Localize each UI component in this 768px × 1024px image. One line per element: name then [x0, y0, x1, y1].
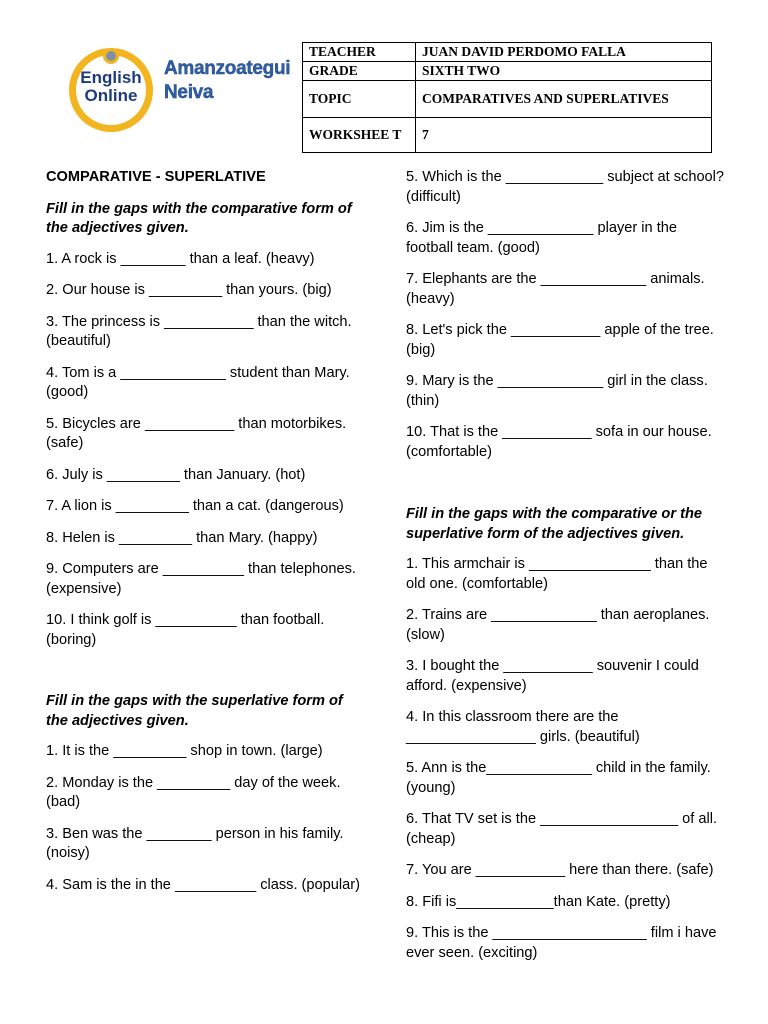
instruction-superlative: Fill in the gaps with the superlative form of the adjectives given.	[46, 693, 343, 729]
exercise-item: 7. A lion is _________ than a cat. (dangerous)	[46, 498, 344, 514]
exercise-item: 6. That TV set is the _________________ of all. (cheap)	[406, 811, 718, 847]
school-logo	[66, 44, 291, 136]
exercise-item: 7. You are ___________ here than there. (safe)	[406, 862, 714, 878]
worksheet-info-table	[302, 42, 712, 153]
exercise-item: 6. July is _________ than January. (hot)	[46, 466, 306, 483]
exercise-item: 4. Tom is a _____________ student than Mary. (good)	[46, 364, 350, 400]
logo-badge-text-1: English	[80, 68, 142, 87]
exercise-item: 2. Trains are _____________ than aeroplanes. (slow)	[406, 607, 710, 643]
left-column	[46, 168, 366, 895]
exercise-item: 4. Sam is the in the __________ class. (popular)	[46, 876, 360, 893]
info-label: GRADE	[303, 62, 416, 81]
info-value: 7	[416, 118, 712, 153]
logo-badge-text-2: Online	[84, 86, 138, 105]
instruction-mixed: Fill in the gaps with the comparative or the superlative form of the adjectives given.	[406, 506, 702, 542]
info-row-grade	[303, 62, 712, 81]
exercise-item: 3. The princess is ___________ than the witch. (beautiful)	[46, 313, 352, 349]
exercise-item: 4. In this classroom there are the ________________ girls. (beautiful)	[406, 709, 640, 745]
exercise-item: 9. Mary is the _____________ girl in the class. (thin)	[406, 373, 708, 409]
info-label: TOPIC	[303, 81, 416, 118]
info-value: COMPARATIVES AND SUPERLATIVES	[416, 81, 712, 118]
right-column	[406, 168, 726, 963]
info-value: SIXTH TWO	[416, 62, 712, 81]
info-row-worksheet	[303, 118, 712, 153]
worksheet-title: COMPARATIVE - SUPERLATIVE	[46, 169, 266, 185]
exercise-item: 9. Computers are __________ than telephones. (expensive)	[46, 561, 356, 597]
logo-name-line-1: Amanzoategui	[164, 58, 291, 79]
info-row-topic	[303, 81, 712, 118]
logo-name-line-2: Neiva	[164, 82, 214, 103]
exercise-item: 5. Which is the ____________ subject at school? (difficult)	[406, 169, 725, 205]
info-label: WORKSHEE T	[303, 118, 416, 153]
exercise-item: 6. Jim is the _____________ player in the football team. (good)	[406, 220, 677, 256]
info-value: JUAN DAVID PERDOMO FALLA	[416, 43, 712, 62]
exercise-item: 8. Helen is _________ than Mary. (happy)	[46, 529, 318, 546]
exercise-item: 1. This armchair is _______________ than the old one. (comfortable)	[406, 556, 708, 592]
info-label: TEACHER	[303, 43, 416, 62]
exercise-item: 7. Elephants are the _____________ animals. (heavy)	[406, 271, 705, 307]
info-row-teacher	[303, 43, 712, 62]
exercise-item: 2. Monday is the _________ day of the week. (bad)	[46, 774, 341, 810]
exercise-item: 1. A rock is ________ than a leaf. (heavy)	[46, 250, 315, 267]
exercise-item: 8. Let's pick the ___________ apple of the tree. (big)	[406, 322, 714, 358]
exercise-item: 1. It is the _________ shop in town. (large)	[46, 743, 323, 759]
instruction-comparative: Fill in the gaps with the comparative form of the adjectives given.	[46, 200, 352, 236]
exercise-item: 5. Bicycles are ___________ than motorbikes. (safe)	[46, 415, 347, 451]
exercise-item: 9. This is the ___________________ film i have ever seen. (exciting)	[406, 925, 717, 961]
exercise-item: 10. That is the ___________ sofa in our house. (comfortable)	[406, 424, 712, 460]
exercise-item: 5. Ann is the_____________ child in the family. (young)	[406, 760, 711, 796]
exercise-item: 2. Our house is _________ than yours. (big)	[46, 282, 332, 298]
exercise-item: 10. I think golf is __________ than football. (boring)	[46, 612, 325, 648]
exercise-item: 8. Fifi is____________than Kate. (pretty)	[406, 893, 671, 910]
exercise-item: 3. Ben was the ________ person in his family. (noisy)	[46, 825, 344, 861]
exercise-item: 3. I bought the ___________ souvenir I could afford. (expensive)	[406, 658, 699, 694]
